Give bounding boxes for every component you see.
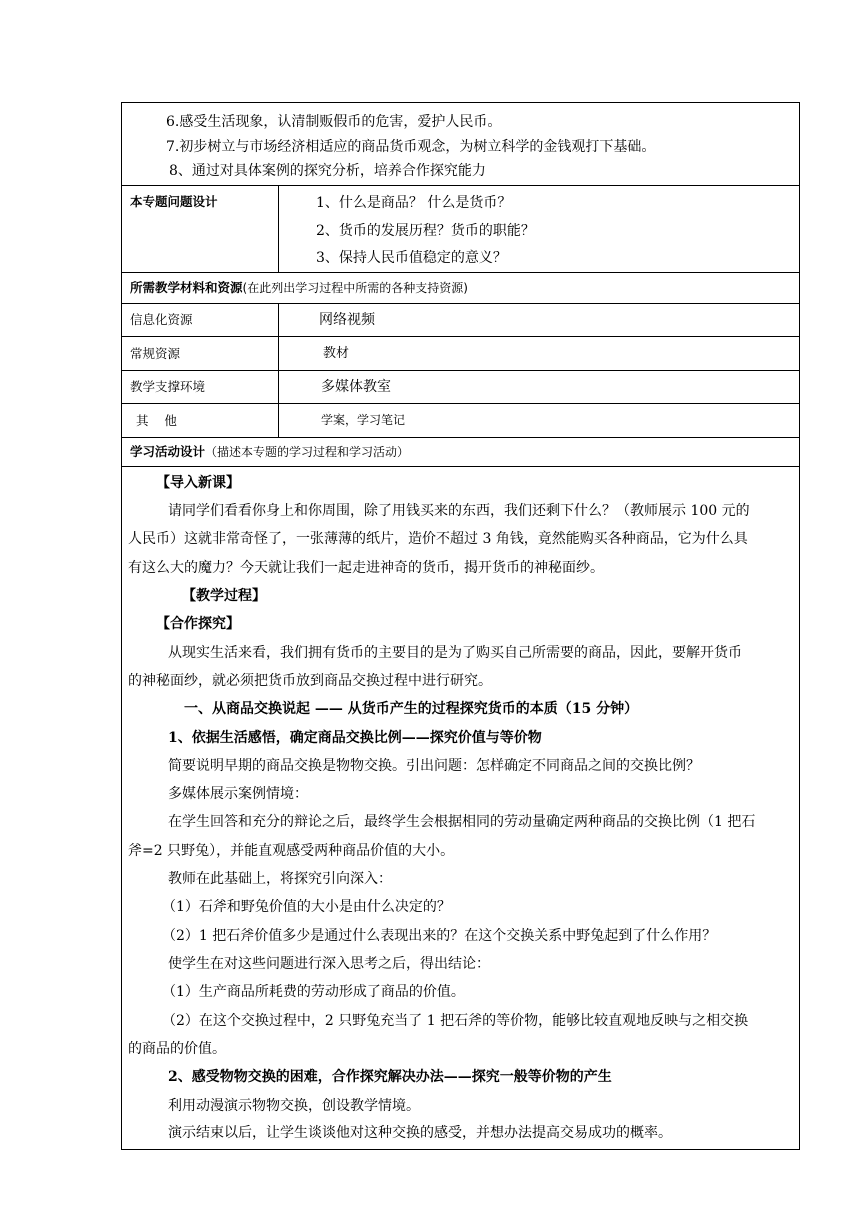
questions-content-cell — [279, 186, 800, 273]
subsection-2-title: 2、感受物物交换的困难，合作探究解决办法——探究一般等价物的产生 — [168, 1069, 612, 1085]
body-line: （1）生产商品所耗费的劳动形成了商品的价值。 — [162, 984, 465, 1000]
activity-body-row — [122, 467, 800, 1150]
goals-cell — [122, 103, 800, 186]
coop-line: 从现实生活来看，我们拥有货币的主要目的是为了购买自己所需要的商品，因此，要解开货币 — [168, 645, 742, 661]
materials-label-cell — [122, 404, 279, 438]
goal-item: 7.初步树立与市场经济相适应的商品货币观念，为树立科学的金钱观打下基础。 — [166, 139, 656, 155]
materials-label: 教学支撑环境 — [130, 379, 206, 394]
materials-value: 多媒体教室 — [321, 379, 391, 395]
question-item: 2、货币的发展历程？货币的职能？ — [316, 223, 535, 239]
question-item: 3、保持人民币值稳定的意义？ — [316, 250, 507, 266]
materials-row — [122, 371, 800, 404]
questions-row — [122, 186, 800, 273]
activity-heading-cell — [122, 438, 800, 467]
body-line: 利用动漫演示物物交换，创设教学情境。 — [168, 1098, 420, 1114]
body-line: 多媒体展示案例情境： — [168, 786, 308, 802]
materials-value: 网络视频 — [319, 312, 375, 328]
materials-row — [122, 337, 800, 371]
subsection-1-title: 1、依据生活感悟，确定商品交换比例——探究价值与等价物 — [168, 730, 542, 746]
questions-label-cell — [122, 186, 279, 273]
activity-heading: 学习活动设计 — [130, 444, 206, 459]
intro-line: 请同学们看看你身上和你周围，除了用钱买来的东西，我们还剩下什么？（教师展示 100 元的 — [168, 503, 750, 519]
body-line: （2）1 把石斧价值多少是通过什么表现出来的？在这个交换关系中野兔起到了什么作用？ — [162, 928, 717, 944]
goal-item: 8、通过对具体案例的探究分析，培养合作探究能力 — [169, 163, 486, 179]
materials-note: (在此列出学习过程中所需的各种支持资源) — [242, 281, 468, 295]
coop-title: 【合作探究】 — [156, 616, 240, 632]
goals-row — [122, 103, 800, 186]
materials-label: 信息化资源 — [130, 312, 193, 327]
activity-note: （描述本专题的学习过程和学习活动） — [205, 445, 410, 459]
lesson-plan-table — [121, 102, 800, 1150]
materials-label: 其 他 — [136, 413, 177, 428]
goal-item: 6.感受生活现象，认清制贩假币的危害，爱护人民币。 — [166, 114, 502, 130]
materials-row — [122, 404, 800, 438]
body-line: 简要说明早期的商品交换是物物交换。引出问题：怎样确定不同商品之间的交换比例？ — [168, 758, 700, 774]
intro-line: 有这么大的魔力？今天就让我们一起走进神奇的货币，揭开货币的神秘面纱。 — [128, 560, 604, 576]
body-line: （2）在这个交换过程中，2 只野兔充当了 1 把石斧的等价物，能够比较直观地反映与之相交换 — [162, 1013, 749, 1029]
materials-heading-cell — [122, 273, 800, 304]
body-line: 使学生在对这些问题进行深入思考之后，得出结论： — [168, 956, 490, 972]
questions-label: 本专题问题设计 — [130, 194, 218, 209]
materials-value-cell — [279, 337, 800, 371]
body-line: 演示结束以后，让学生谈谈他对这种交换的感受，并想办法提高交易成功的概率。 — [168, 1125, 672, 1141]
section-1-title: 一、从商品交换说起 —— 从货币产生的过程探究货币的本质（15 分钟） — [184, 701, 639, 717]
materials-label: 常规资源 — [130, 346, 181, 361]
question-item: 1、什么是商品？ 什么是货币？ — [316, 195, 512, 211]
materials-value-cell — [279, 304, 800, 337]
materials-heading-row — [122, 273, 800, 304]
materials-label-cell — [122, 371, 279, 404]
materials-value: 教材 — [323, 346, 350, 361]
materials-label-cell — [122, 337, 279, 371]
body-line: （1）石斧和野兔价值的大小是由什么决定的？ — [162, 899, 451, 915]
materials-heading: 所需教学材料和资源 — [130, 280, 243, 295]
activity-body-cell — [122, 467, 800, 1150]
intro-title: 【导入新课】 — [156, 475, 240, 491]
materials-label-cell — [122, 304, 279, 337]
materials-value-cell — [279, 404, 800, 438]
materials-row — [122, 304, 800, 337]
materials-value-cell — [279, 371, 800, 404]
activity-heading-row — [122, 438, 800, 467]
body-line: 在学生回答和充分的辩论之后，最终学生会根据相同的劳动量确定两种商品的交换比例（1 把石 — [168, 814, 756, 830]
body-line: 的商品的价值。 — [128, 1041, 226, 1057]
body-line: 斧=2 只野兔），并能直观感受两种商品价值的大小。 — [128, 843, 455, 859]
coop-line: 的神秘面纱，就必须把货币放到商品交换过程中进行研究。 — [128, 673, 492, 689]
intro-line: 人民币）这就非常奇怪了，一张薄薄的纸片，造价不超过 3 角钱，竟然能购买各种商品，它为什么具 — [128, 531, 748, 547]
materials-value: 学案，学习笔记 — [321, 413, 406, 427]
body-line: 教师在此基础上，将探究引向深入： — [168, 871, 392, 887]
process-title: 【教学过程】 — [182, 588, 266, 604]
